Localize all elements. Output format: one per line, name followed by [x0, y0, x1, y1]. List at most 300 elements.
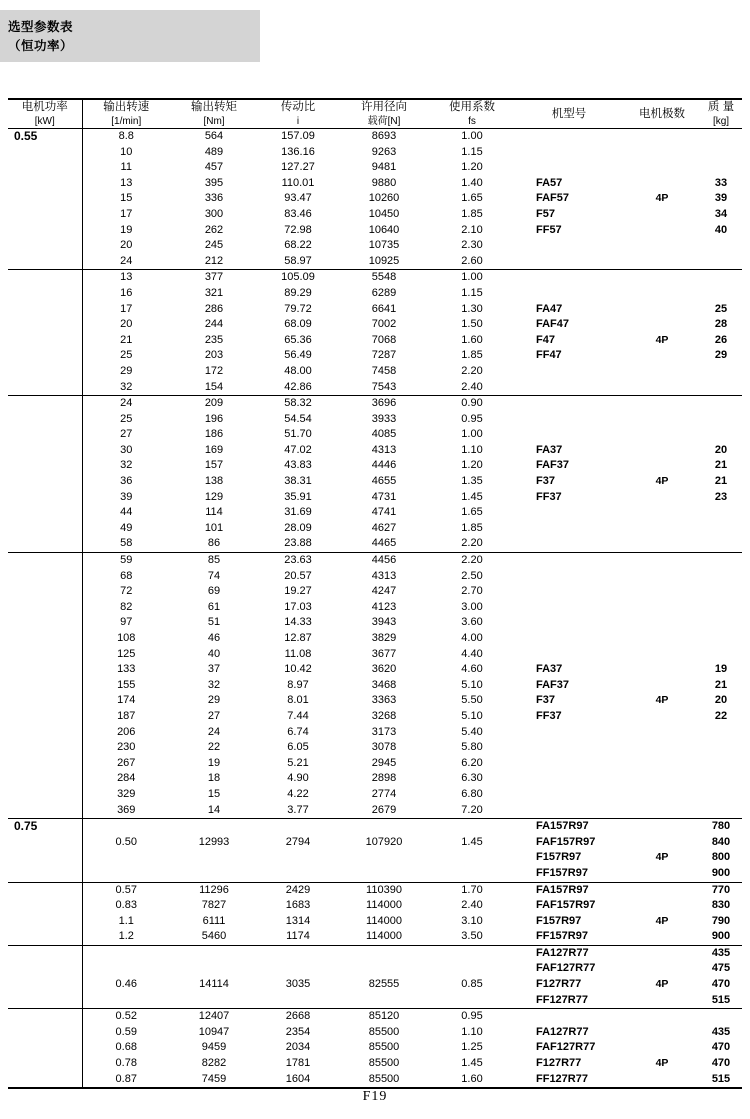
cell-output-speed: 17	[120, 302, 133, 315]
header-speed-label: 输出转速	[82, 99, 170, 115]
header-row-labels	[8, 99, 742, 115]
cell-power	[8, 993, 82, 1009]
cell-mass: 34	[714, 207, 728, 220]
cell-output-speed: 1.1	[118, 914, 134, 927]
cell-output-speed: 24	[120, 397, 133, 410]
table-row	[8, 348, 742, 364]
cell-output-torque: 8282	[201, 1057, 227, 1070]
cell-power	[8, 803, 82, 819]
cell-poles: 4P	[655, 333, 669, 346]
header-load-unit: 载荷[N]	[338, 115, 430, 129]
cell-model: FAF37	[536, 459, 570, 472]
cell-service-factor: 1.00	[461, 271, 483, 284]
cell-mass	[700, 427, 742, 443]
cell-service-factor: 6.30	[461, 772, 483, 785]
cell-poles	[624, 254, 700, 270]
cell-mass: 21	[714, 678, 728, 691]
cell-model	[514, 238, 624, 254]
cell-ratio	[258, 866, 338, 882]
cell-model	[514, 536, 624, 552]
cell-radial-load: 9263	[371, 145, 397, 158]
cell-mass: 20	[714, 443, 728, 456]
cell-radial-load: 7287	[371, 349, 397, 362]
cell-power	[8, 850, 82, 866]
cell-power	[8, 380, 82, 396]
cell-ratio: 7.44	[287, 709, 309, 722]
cell-radial-load: 3829	[371, 632, 397, 644]
cell-output-speed: 11	[120, 161, 132, 174]
cell-mass: 900	[700, 866, 742, 882]
cell-model: FA157R97	[536, 820, 589, 833]
cell-radial-load: 4085	[371, 428, 397, 441]
table-row	[8, 961, 742, 977]
cell-model: FAF127R77	[536, 962, 596, 975]
cell-output-speed: 0.46	[115, 978, 137, 991]
header-power-label: 电机功率	[8, 99, 82, 115]
table-row	[8, 898, 742, 914]
cell-service-factor: 0.95	[461, 412, 483, 425]
cell-power	[8, 898, 82, 914]
cell-poles	[624, 505, 700, 521]
cell-service-factor: 1.20	[461, 161, 483, 174]
table-row	[8, 427, 742, 443]
cell-mass	[700, 505, 742, 521]
cell-output-torque	[170, 993, 258, 1009]
cell-output-torque: 7459	[170, 1072, 258, 1089]
cell-service-factor: 1.85	[461, 349, 483, 362]
cell-output-torque: 262	[204, 223, 224, 236]
cell-service-factor	[430, 850, 514, 866]
cell-output-torque: 69	[207, 585, 221, 598]
cell-power	[8, 317, 82, 333]
cell-radial-load: 10735	[368, 239, 400, 252]
cell-power	[8, 458, 82, 474]
cell-ratio: 31.69	[284, 506, 312, 519]
cell-ratio: 68.09	[284, 318, 312, 331]
cell-poles	[624, 238, 700, 254]
cell-output-speed	[82, 945, 170, 961]
cell-output-torque: 9459	[201, 1041, 227, 1054]
cell-poles	[624, 490, 700, 506]
cell-ratio: 56.49	[284, 349, 312, 362]
cell-poles	[624, 1025, 700, 1041]
cell-output-torque: 11296	[199, 883, 229, 896]
cell-poles	[624, 882, 700, 898]
header-torque-label: 输出转矩	[170, 99, 258, 115]
cell-power	[8, 553, 82, 569]
table-row	[8, 1072, 742, 1089]
cell-service-factor: 5.40	[461, 725, 483, 738]
cell-model: F157R97	[536, 851, 582, 864]
cell-service-factor: 5.10	[461, 678, 483, 691]
table-row	[8, 458, 742, 474]
cell-service-factor	[430, 819, 514, 835]
cell-ratio: 2668	[285, 1010, 311, 1023]
cell-ratio: 17.03	[284, 600, 312, 613]
cell-poles: 4P	[655, 978, 669, 991]
cell-output-speed: 284	[117, 772, 136, 785]
cell-power	[8, 490, 82, 506]
cell-output-speed: 20	[120, 239, 133, 252]
cell-mass	[700, 647, 742, 663]
cell-service-factor: 3.60	[461, 616, 483, 629]
cell-model: FAF157R97	[536, 835, 596, 848]
cell-service-factor: 2.20	[461, 554, 483, 567]
cell-service-factor: 1.60	[430, 1072, 514, 1089]
cell-output-torque: 300	[204, 207, 224, 220]
cell-output-speed: 20	[120, 318, 133, 331]
cell-output-torque: 101	[204, 521, 224, 534]
cell-output-speed: 30	[120, 443, 133, 456]
cell-power	[8, 396, 82, 412]
table-row	[8, 160, 742, 176]
cell-radial-load: 85500	[368, 1041, 400, 1054]
cell-output-speed: 32	[82, 380, 170, 396]
cell-ratio: 5.21	[287, 756, 309, 769]
cell-radial-load: 107920	[365, 835, 403, 848]
cell-poles	[624, 569, 700, 585]
cell-output-speed: 267	[117, 756, 136, 769]
cell-ratio: 3035	[285, 978, 311, 991]
cell-model: F57	[536, 207, 555, 220]
table-row	[8, 1056, 742, 1072]
cell-radial-load: 9481	[371, 161, 397, 174]
cell-mass: 40	[714, 223, 728, 236]
cell-model: FAF57	[536, 192, 570, 205]
cell-power	[8, 286, 82, 302]
cell-output-torque: 19	[207, 756, 221, 769]
cell-output-torque: 244	[204, 318, 224, 331]
cell-ratio: 1604	[258, 1072, 338, 1089]
cell-output-torque: 85	[207, 554, 221, 567]
table-row	[8, 129, 742, 145]
cell-poles: 4P	[655, 475, 669, 488]
cell-poles	[624, 160, 700, 176]
cell-poles	[624, 835, 700, 851]
cell-mass: 435	[711, 1025, 731, 1038]
cell-power	[8, 223, 82, 239]
cell-poles	[624, 819, 700, 835]
cell-service-factor: 2.10	[461, 223, 483, 236]
cell-model	[514, 380, 624, 396]
table-row	[8, 302, 742, 318]
cell-poles	[624, 898, 700, 914]
cell-service-factor: 1.10	[461, 1025, 483, 1038]
cell-model	[514, 771, 624, 787]
cell-model: FF37	[536, 709, 562, 722]
cell-ratio: 157.09	[281, 130, 315, 142]
cell-model	[514, 615, 624, 631]
cell-power	[8, 615, 82, 631]
cell-output-speed: 68	[120, 569, 133, 582]
cell-poles	[624, 317, 700, 333]
cell-output-torque: 457	[204, 161, 224, 174]
table-header	[8, 99, 742, 129]
cell-poles	[624, 207, 700, 223]
cell-service-factor: 2.40	[461, 899, 483, 912]
cell-poles: 4P	[655, 851, 669, 864]
cell-mass	[700, 536, 742, 552]
cell-poles	[624, 458, 700, 474]
cell-service-factor: 4.60	[461, 663, 483, 676]
cell-service-factor: 2.60	[430, 254, 514, 270]
cell-output-torque: 186	[204, 428, 224, 441]
cell-service-factor: 1.15	[461, 145, 483, 158]
table-row	[8, 207, 742, 223]
cell-mass: 21	[714, 475, 728, 488]
cell-output-torque: 157	[204, 459, 224, 472]
cell-output-speed: 10	[120, 145, 133, 158]
cell-power: 0.55	[8, 129, 82, 145]
cell-mass: 470	[711, 1041, 731, 1054]
cell-radial-load: 85500	[368, 1025, 400, 1038]
cell-poles	[624, 631, 700, 647]
table-row	[8, 223, 742, 239]
cell-model	[514, 270, 624, 286]
cell-mass	[700, 803, 742, 819]
table-row	[8, 882, 742, 898]
cell-output-speed: 72	[120, 585, 133, 598]
table-row	[8, 819, 742, 835]
cell-model: F127R77	[536, 978, 582, 991]
cell-output-torque: 196	[204, 412, 224, 425]
cell-mass: 515	[700, 993, 742, 1009]
cell-radial-load: 10640	[368, 223, 400, 236]
cell-mass: 28	[714, 318, 728, 331]
cell-power	[8, 787, 82, 803]
cell-service-factor: 6.80	[461, 787, 483, 800]
table-row	[8, 740, 742, 756]
cell-mass: 790	[711, 914, 731, 927]
cell-ratio: 48.00	[284, 364, 312, 377]
cell-service-factor: 1.85	[461, 207, 483, 220]
cell-power	[8, 207, 82, 223]
table-row	[8, 191, 742, 207]
cell-radial-load: 6289	[371, 286, 397, 299]
cell-mass: 29	[714, 349, 728, 362]
cell-power	[8, 443, 82, 459]
cell-ratio: 8.97	[287, 678, 309, 691]
table-row	[8, 333, 742, 349]
cell-ratio: 23.63	[284, 554, 312, 567]
table-row	[8, 474, 742, 490]
cell-mass: 515	[700, 1072, 742, 1089]
section-banner	[0, 10, 260, 62]
cell-power	[8, 866, 82, 882]
cell-output-speed: 206	[117, 725, 136, 738]
cell-mass: 470	[711, 1057, 731, 1070]
cell-model: F127R77	[536, 1057, 582, 1070]
cell-radial-load: 7068	[371, 333, 397, 346]
cell-poles	[624, 771, 700, 787]
cell-output-speed: 0.68	[115, 1041, 137, 1054]
cell-output-speed: 133	[117, 663, 136, 676]
cell-radial-load: 3677	[371, 647, 397, 660]
cell-model: FAF157R97	[536, 899, 596, 912]
cell-radial-load: 3620	[371, 663, 397, 676]
cell-output-torque: 245	[204, 239, 224, 252]
cell-power	[8, 1056, 82, 1072]
cell-model: FAF47	[536, 318, 570, 331]
cell-output-torque: 5460	[170, 929, 258, 945]
cell-model	[514, 254, 624, 270]
cell-model: F157R97	[536, 914, 582, 927]
cell-poles	[624, 348, 700, 364]
cell-output-torque: 18	[207, 772, 221, 785]
cell-mass: 800	[711, 851, 731, 864]
table-row	[8, 380, 742, 396]
cell-service-factor: 1.65	[461, 192, 483, 205]
cell-mass: 770	[711, 883, 731, 896]
cell-output-torque: 564	[204, 130, 224, 142]
cell-service-factor: 2.70	[461, 585, 483, 598]
table-row	[8, 1009, 742, 1025]
cell-mass	[700, 145, 742, 161]
cell-power	[8, 771, 82, 787]
cell-radial-load	[338, 819, 430, 835]
cell-model: FF37	[536, 490, 562, 503]
header-torque-unit: [Nm]	[170, 115, 258, 129]
cell-ratio: 2794	[285, 835, 311, 848]
table-row	[8, 270, 742, 286]
cell-output-torque: 172	[204, 364, 224, 377]
cell-output-torque: 336	[204, 192, 224, 205]
cell-poles	[624, 176, 700, 192]
cell-service-factor: 4.40	[461, 647, 483, 660]
cell-output-torque: 14	[170, 803, 258, 819]
cell-mass: 840	[711, 835, 731, 848]
cell-poles	[624, 725, 700, 741]
cell-power	[8, 160, 82, 176]
cell-service-factor: 1.15	[461, 286, 483, 299]
cell-poles	[624, 662, 700, 678]
cell-service-factor	[430, 866, 514, 882]
table-row	[8, 945, 742, 961]
cell-poles	[624, 129, 700, 145]
cell-ratio: 93.47	[284, 192, 312, 205]
cell-output-torque: 37	[207, 663, 221, 676]
cell-power	[8, 536, 82, 552]
cell-power	[8, 348, 82, 364]
cell-mass: 33	[714, 176, 728, 189]
cell-service-factor: 1.25	[461, 1041, 483, 1054]
cell-ratio: 83.46	[284, 207, 312, 220]
cell-model: FA47	[536, 302, 563, 315]
cell-service-factor: 5.50	[461, 694, 483, 707]
cell-radial-load: 2679	[338, 803, 430, 819]
cell-power	[8, 929, 82, 945]
table-row	[8, 364, 742, 380]
table-row	[8, 866, 742, 882]
cell-model: F37	[536, 475, 555, 488]
cell-radial-load: 4655	[371, 475, 397, 488]
cell-output-torque: 286	[204, 302, 224, 315]
table-row	[8, 396, 742, 412]
cell-poles	[624, 600, 700, 616]
cell-radial-load: 4247	[371, 585, 397, 598]
cell-output-speed	[82, 819, 170, 835]
cell-radial-load: 7002	[371, 318, 397, 331]
banner-title-primary: 选型参数表	[8, 20, 74, 34]
cell-output-speed: 108	[117, 632, 136, 644]
selection-parameter-table	[8, 98, 742, 1089]
cell-model	[514, 427, 624, 443]
cell-radial-load: 7458	[371, 364, 397, 377]
cell-poles: 4P	[655, 914, 669, 927]
cell-mass	[700, 412, 742, 428]
cell-service-factor: 2.50	[461, 569, 483, 582]
cell-output-torque: 40	[207, 647, 221, 660]
cell-poles	[624, 929, 700, 945]
cell-mass	[700, 584, 742, 600]
cell-mass	[700, 615, 742, 631]
cell-power	[8, 333, 82, 349]
cell-mass: 22	[714, 709, 728, 722]
cell-output-torque	[170, 961, 258, 977]
cell-service-factor: 1.65	[461, 506, 483, 519]
cell-poles	[624, 993, 700, 1009]
spec-table-container	[8, 98, 742, 1089]
cell-model	[514, 725, 624, 741]
cell-service-factor: 3.50	[430, 929, 514, 945]
cell-output-speed	[82, 961, 170, 977]
header-mass-unit: [kg]	[700, 115, 742, 129]
cell-output-speed: 187	[117, 709, 136, 722]
cell-radial-load	[338, 993, 430, 1009]
cell-power	[8, 693, 82, 709]
cell-power	[8, 302, 82, 318]
cell-mass	[700, 270, 742, 286]
cell-poles	[624, 756, 700, 772]
table-row	[8, 929, 742, 945]
cell-output-speed: 0.52	[115, 1010, 137, 1023]
cell-poles	[624, 584, 700, 600]
cell-poles	[624, 286, 700, 302]
cell-output-speed: 13	[120, 271, 133, 284]
cell-service-factor	[430, 961, 514, 977]
cell-mass	[700, 160, 742, 176]
cell-power	[8, 725, 82, 741]
cell-power	[8, 914, 82, 930]
cell-poles: 4P	[655, 694, 669, 707]
table-row	[8, 238, 742, 254]
table-row	[8, 647, 742, 663]
cell-output-torque: 15	[207, 787, 221, 800]
cell-model: FA37	[536, 443, 563, 456]
cell-power	[8, 521, 82, 537]
cell-ratio: 79.72	[284, 302, 312, 315]
header-ratio-label: 传动比	[258, 99, 338, 115]
header-fs-label: 使用系数	[430, 99, 514, 115]
cell-power	[8, 145, 82, 161]
cell-power	[8, 740, 82, 756]
cell-radial-load: 114000	[366, 914, 402, 927]
cell-mass	[700, 740, 742, 756]
cell-radial-load: 82555	[368, 978, 400, 991]
table-row	[8, 569, 742, 585]
cell-model	[514, 740, 624, 756]
cell-mass: 19	[714, 663, 728, 676]
cell-poles	[624, 1040, 700, 1056]
cell-radial-load: 2774	[371, 787, 397, 800]
cell-radial-load: 3933	[371, 412, 397, 425]
cell-model: FAF127R77	[536, 1041, 596, 1054]
cell-power	[8, 977, 82, 993]
cell-model	[514, 145, 624, 161]
cell-service-factor: 1.00	[461, 130, 483, 142]
cell-power	[8, 678, 82, 694]
cell-radial-load: 10260	[368, 192, 400, 205]
